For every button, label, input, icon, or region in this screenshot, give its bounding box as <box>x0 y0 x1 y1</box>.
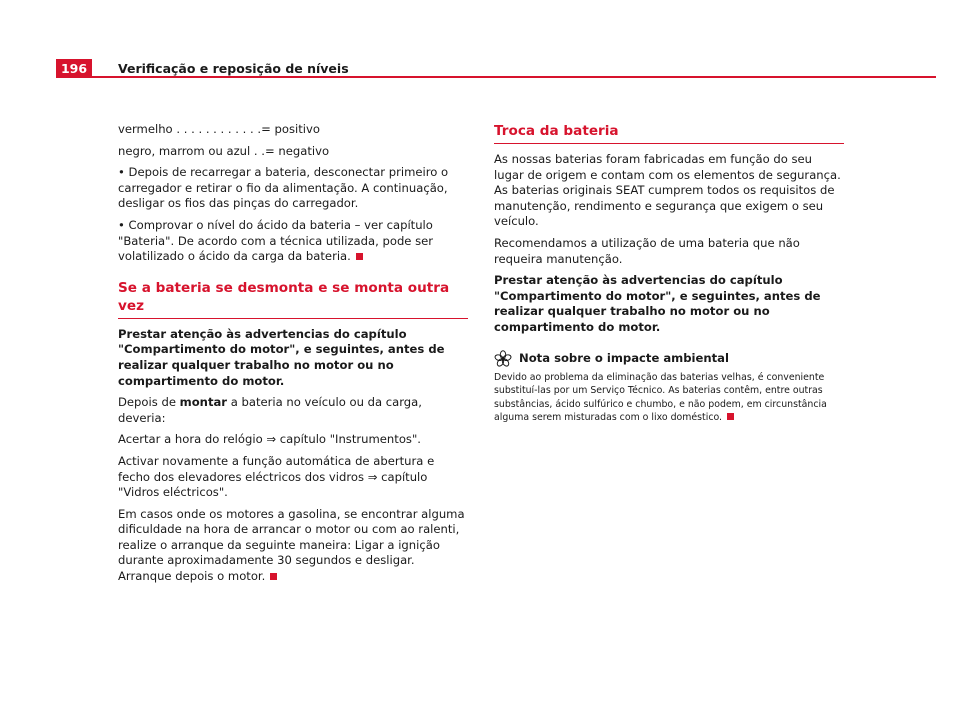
polarity-black-line: negro, marrom ou azul . .= negativo <box>118 143 330 158</box>
after-bold-text: montar <box>179 395 228 410</box>
environment-note-text: Devido ao problema da eliminação das baterias velhas, é conveniente substituí-las por um Serviço Técnico. As baterias contêm, entre outras substâncias, ácido sulfúrico e chumbo, e não podem, em circunstância alguma serem misturadas com o lixo doméstico. <box>494 371 827 424</box>
battery-origin-paragraph: As nossas baterias foram fabricadas em função do seu lugar de origem e contam com os elementos de segurança. As baterias originais SEAT cumprem todos os requisitos de manutenção, rendimento e segurança que exigem o seu veículo. <box>494 152 841 229</box>
clock-paragraph: Acertar a hora do relógio ⇒ capítulo "Instrumentos". <box>118 432 421 447</box>
warning-engine-compartment-right: Prestar atenção às advertencias do capítulo "Compartimento do motor", e seguintes, antes de realizar qualquer trabalho no motor ou no compartimento do motor. <box>494 273 821 334</box>
bullet-acid-level-text: • Comprovar o nível do ácido da bateria – ver capítulo "Bateria". De acordo com a técnica utilizada, pode ser volatilizado o ácido da carga da bateria. <box>118 217 434 264</box>
petrol-text: Em casos onde os motores a gasolina, se encontrar alguma dificuldade na hora de arrancar o motor ou com ao ralenti, realize o arranque da seguinte maneira: Ligar a ignição durante aproximadamente 30 segundos e desligar. Arranque depois o motor. <box>118 506 465 584</box>
bullet-disconnect: • Depois de recarregar a bateria, desconectar primeiro o carregador e retirar o fio da alimentação. A continuação, desligar os fios das pinças do carregador. <box>118 165 449 211</box>
flower-icon <box>494 350 512 368</box>
warning-engine-compartment: Prestar atenção às advertencias do capítulo "Compartimento do motor", e seguintes, antes de realizar qualquer trabalho no motor ou no compartimento do motor. <box>118 326 445 388</box>
polarity-red-line: vermelho . . . . . . . . . . . .= positivo <box>118 122 320 136</box>
red-square-icon <box>727 413 734 420</box>
right-column <box>494 122 844 425</box>
page-number: 196 <box>56 59 92 78</box>
left-column <box>118 122 468 591</box>
red-square-icon <box>270 573 277 580</box>
maintenance-free-paragraph: Recomendamos a utilização de uma bateria que não requeira manutenção. <box>494 235 800 266</box>
after-refit-paragraph <box>118 395 468 426</box>
environment-note-header <box>494 350 844 368</box>
section-title-battery-change: Troca da bateria <box>494 122 844 144</box>
environment-note-text-block <box>494 371 844 425</box>
windows-paragraph: Activar novamente a função automática de abertura e fecho dos elevadores eléctricos dos vidros ⇒ capítulo "Vidros eléctricos". <box>118 453 435 500</box>
header-rule <box>92 76 936 78</box>
after-post-text: a bateria no veículo ou da carga, deveria: <box>118 395 422 425</box>
after-pre-text: Depois de <box>118 395 180 410</box>
section-title-remove-refit: Se a bateria se desmonta e se monta outra vez <box>118 279 468 319</box>
red-square-icon <box>356 253 363 260</box>
environment-note-title: Nota sobre o impacte ambiental <box>519 350 729 365</box>
page-header-title: Verificação e reposição de níveis <box>118 61 349 76</box>
bullet-acid-level <box>118 218 468 265</box>
petrol-paragraph <box>118 507 468 585</box>
